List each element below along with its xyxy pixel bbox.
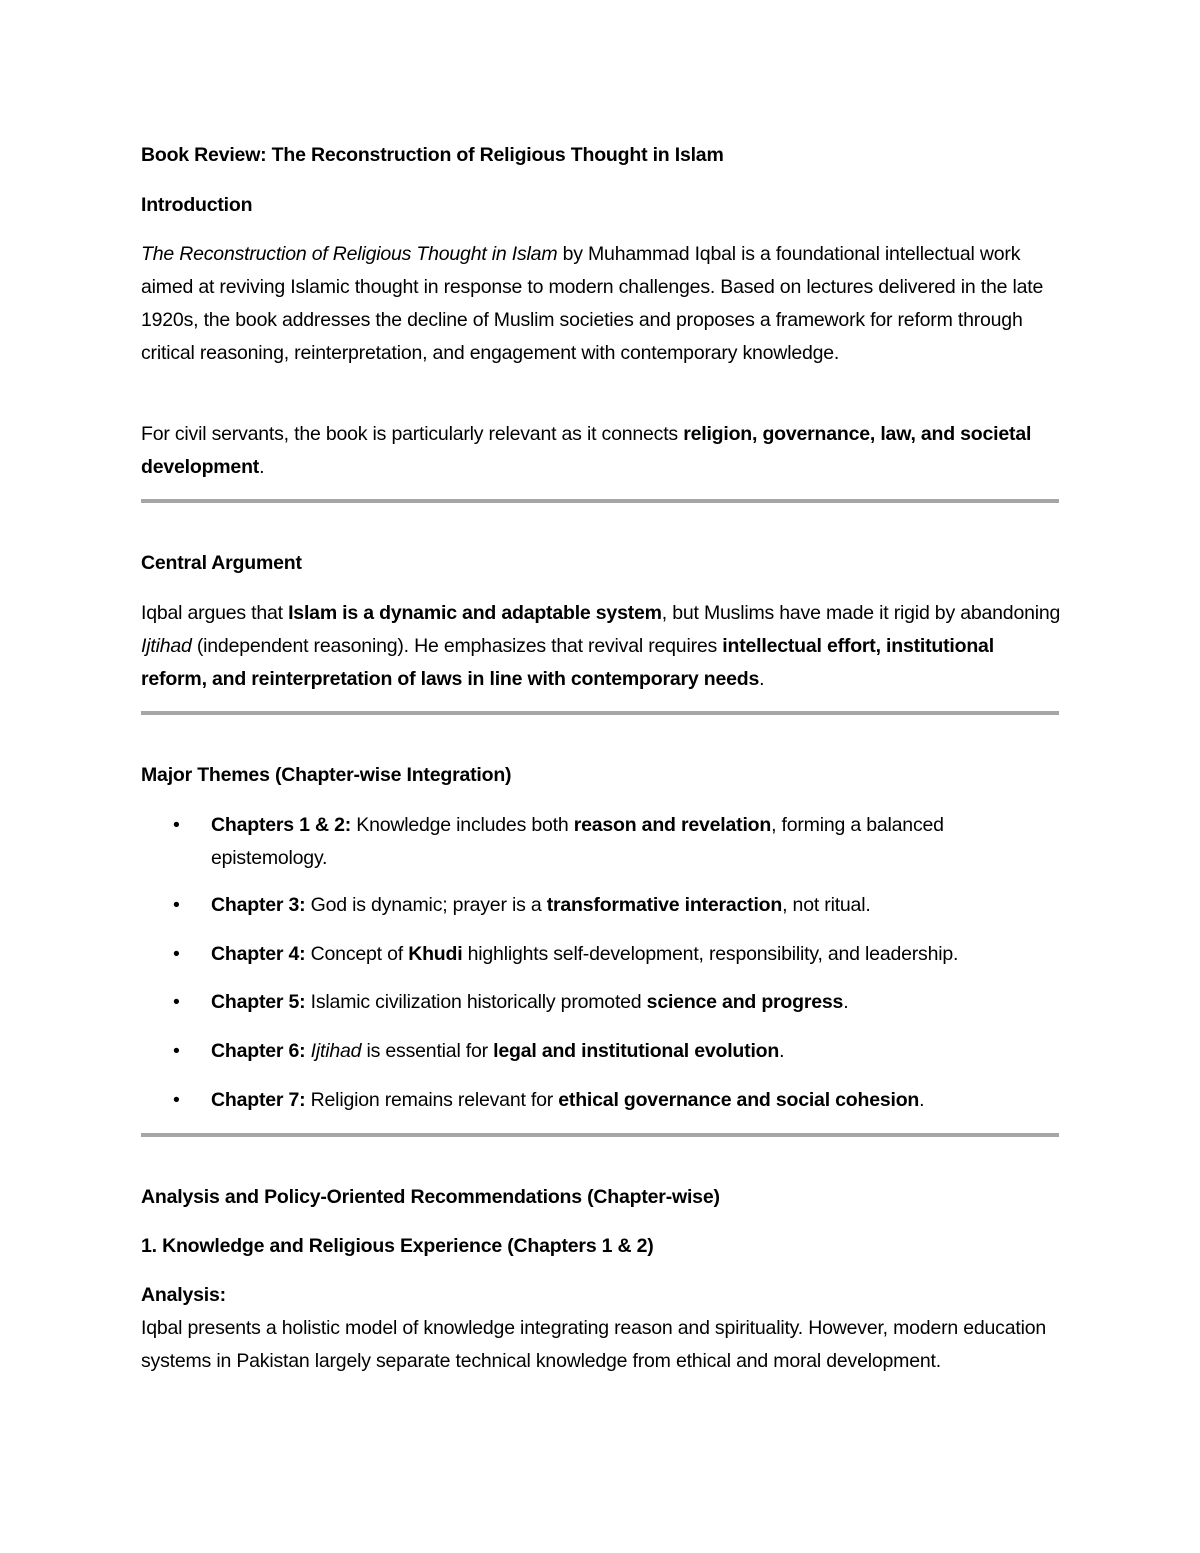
analysis-label: Analysis: bbox=[141, 1284, 226, 1306]
major-themes-heading: Major Themes (Chapter-wise Integration) bbox=[141, 764, 512, 786]
list-item bbox=[141, 1084, 1061, 1117]
chapter-label: Chapter 7: bbox=[211, 1089, 306, 1111]
chapter-label: Chapters 1 & 2: bbox=[211, 814, 352, 836]
theme-text: God is dynamic; prayer is a bbox=[305, 894, 547, 916]
theme-bold: reason and revelation bbox=[573, 814, 772, 836]
bullet-icon: • bbox=[173, 1040, 180, 1062]
theme-text: Religion remains relevant for bbox=[305, 1089, 559, 1111]
list-item bbox=[141, 938, 1061, 971]
analysis-subheading: 1. Knowledge and Religious Experience (Chapters 1 & 2) bbox=[141, 1235, 654, 1257]
chapter-label: Chapter 5: bbox=[211, 991, 306, 1013]
central-argument-text-4: . bbox=[759, 668, 765, 690]
theme-text: Knowledge includes both bbox=[351, 814, 574, 836]
theme-text: Islamic civilization historically promoted bbox=[305, 991, 647, 1013]
theme-text: Concept of bbox=[305, 943, 409, 965]
document-title: Book Review: The Reconstruction of Religious Thought in Islam bbox=[141, 144, 724, 166]
central-argument-text-1: Iqbal argues that bbox=[141, 602, 289, 624]
theme-text: highlights self-development, responsibility, and leadership. bbox=[462, 943, 959, 965]
list-item bbox=[141, 986, 1061, 1019]
theme-text: , not ritual. bbox=[782, 894, 871, 916]
central-argument-text-2: , but Muslims have made it rigid by abandoning bbox=[661, 602, 1061, 624]
theme-bold: ethical governance and social cohesion bbox=[558, 1089, 920, 1111]
introduction-heading: Introduction bbox=[141, 194, 253, 216]
introduction-paragraph-1 bbox=[141, 238, 1061, 370]
central-argument-text-3: (independent reasoning). He emphasizes that revival requires bbox=[191, 635, 723, 657]
theme-bold: legal and institutional evolution bbox=[493, 1040, 780, 1062]
theme-text: . bbox=[843, 991, 849, 1013]
introduction-paragraph-1-text: by Muhammad Iqbal is a foundational intellectual work aimed at reviving Islamic thought in response to modern challenges. Based on lectures delivered in the late 1920s, the book addresses the decline of Muslim societies and proposes a framework for reform through critical reasoning, reinterpretation, and engagement with contemporary knowledge. bbox=[141, 243, 1044, 364]
theme-text: , forming a balanced epistemology. bbox=[211, 814, 944, 869]
analysis-paragraph: Iqbal presents a holistic model of knowledge integrating reason and spirituality. However, modern education systems in Pakistan largely separate technical knowledge from ethical and moral development. bbox=[141, 1317, 1047, 1372]
theme-bold: Khudi bbox=[408, 943, 463, 965]
central-argument-bold-1: Islam is a dynamic and adaptable system bbox=[288, 602, 662, 624]
theme-text: . bbox=[779, 1040, 785, 1062]
list-item bbox=[141, 809, 1061, 875]
section-divider bbox=[141, 711, 1059, 715]
bullet-icon: • bbox=[173, 1089, 180, 1111]
bullet-icon: • bbox=[173, 991, 180, 1013]
bullet-icon: • bbox=[173, 814, 180, 836]
theme-italic: Ijtihad bbox=[310, 1040, 362, 1062]
central-argument-paragraph bbox=[141, 597, 1061, 696]
theme-text: is essential for bbox=[361, 1040, 494, 1062]
introduction-paragraph-2-text: For civil servants, the book is particularly relevant as it connects bbox=[141, 423, 684, 445]
list-item bbox=[141, 889, 1061, 922]
chapter-label: Chapter 6: bbox=[211, 1040, 306, 1062]
chapter-label: Chapter 4: bbox=[211, 943, 306, 965]
central-argument-heading: Central Argument bbox=[141, 552, 302, 574]
introduction-paragraph-2-end: . bbox=[259, 456, 265, 478]
section-divider bbox=[141, 1133, 1059, 1137]
introduction-paragraph-2-bold: religion, governance, law, and societal development bbox=[141, 423, 1032, 478]
theme-bold: transformative interaction bbox=[546, 894, 783, 916]
theme-bold: science and progress bbox=[646, 991, 844, 1013]
book-title-italic: The Reconstruction of Religious Thought in Islam bbox=[141, 243, 558, 265]
chapter-label: Chapter 3: bbox=[211, 894, 306, 916]
central-argument-bold-2: intellectual effort, institutional reform, and reinterpretation of laws in line with contemporary needs bbox=[141, 635, 994, 690]
bullet-icon: • bbox=[173, 943, 180, 965]
list-item bbox=[141, 1035, 1061, 1068]
introduction-paragraph-2 bbox=[141, 418, 1061, 484]
bullet-icon: • bbox=[173, 894, 180, 916]
central-argument-italic: Ijtihad bbox=[141, 635, 192, 657]
section-divider bbox=[141, 499, 1059, 503]
analysis-heading: Analysis and Policy-Oriented Recommendations (Chapter-wise) bbox=[141, 1186, 720, 1208]
theme-text: . bbox=[919, 1089, 925, 1111]
